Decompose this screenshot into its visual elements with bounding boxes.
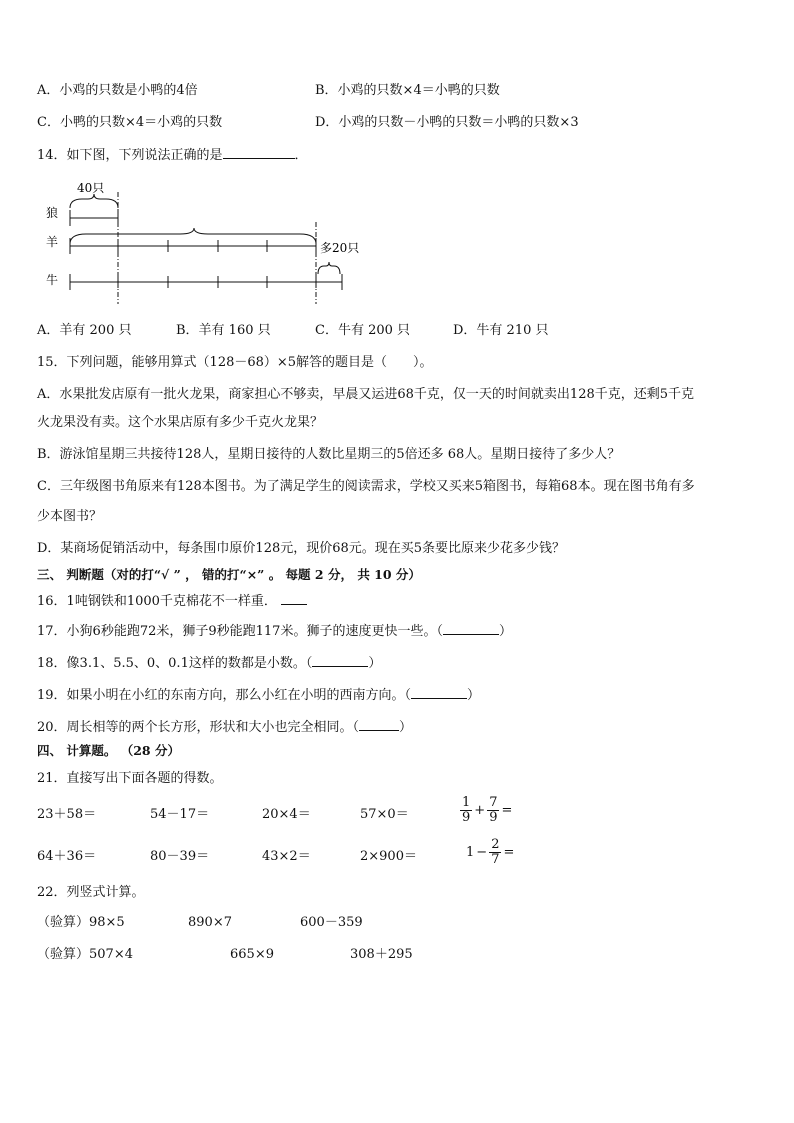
row-label-sheep: 羊 (46, 235, 59, 249)
q15-option-c-line1: C．三年级图书角原来有128本图书。为了满足学生的阅读需求，学校又买来5箱图书，每箱68本。现在图书角有多 (37, 479, 695, 494)
q16-text: 16．1吨钢铁和1000千克棉花不一样重． (37, 594, 277, 609)
q13-option-c: C．小鸭的只数×4＝小鸡的只数 (37, 115, 223, 130)
q19-text: 19．如果小明在小红的东南方向，那么小红在小明的西南方向。（ (37, 688, 412, 703)
calc-r2-c5-fraction: 1 − $\frac{2}{7}$ = (466, 837, 515, 867)
q13-option-d: D．小鸡的只数－小鸭的只数＝小鸭的只数×3 (315, 115, 579, 130)
calc-r1-c2: 54－17＝ (150, 807, 210, 822)
q16-answer-blank[interactable] (281, 592, 307, 605)
vertical-r1-c3: 600－359 (300, 915, 363, 930)
q15-option-b: B．游泳馆星期三共接待128人，星期日接待的人数比星期三的5倍还多 68人。星期日接待了多少人？ (37, 447, 621, 462)
calc-r2-c3: 43×2＝ (262, 849, 311, 864)
row-label-wolf: 狼 (46, 206, 59, 220)
q20-answer-blank[interactable] (359, 718, 399, 731)
q14-option-b: B．羊有 160 只 (176, 323, 271, 338)
q14-option-d: D．牛有 210 只 (453, 323, 549, 338)
fraction-1-9: $\frac{1}{9}$ (462, 795, 471, 825)
brace-top (70, 194, 118, 208)
vertical-r2-c2: 665×9 (230, 947, 274, 962)
calc-r2-c2: 80－39＝ (150, 849, 210, 864)
label-40: 40只 (77, 181, 105, 195)
q17-close: ） (498, 624, 512, 639)
brace-sheep (70, 228, 316, 244)
q15-option-a-line2: 火龙果没有卖。这个水果店原有多少千克火龙果？ (37, 415, 324, 430)
vertical-r1-c1: （验算）98×5 (37, 915, 125, 930)
q17 (37, 622, 512, 641)
calc-r1-c5-fraction: $\frac{1}{9}$ + $\frac{7}{9}$ = (462, 795, 513, 825)
calc-r2-c4: 2×900＝ (360, 849, 417, 864)
vertical-r2-c1: （验算）507×4 (37, 947, 133, 962)
q13-option-a: A．小鸡的只数是小鸭的4倍 (37, 83, 198, 98)
q15-option-a-line1: A．水果批发店原有一批火龙果，商家担心不够卖，早晨又运进68千克，仅一天的时间就卖出128千克，还剩5千克 (37, 387, 695, 402)
q16 (37, 592, 307, 611)
row-label-cattle: 牛 (46, 273, 59, 287)
vertical-r2-c3: 308＋295 (350, 947, 413, 962)
q22-stem: 22．列竖式计算。 (37, 885, 145, 900)
q14-stem-end: ． (294, 148, 308, 163)
section3-title: 三、 判断题（对的打“√ ” ， 错的打“×” 。 每题 2 分， 共 10 分） (37, 567, 421, 582)
section4-title: 四、 计算题。 （28 分） (37, 743, 180, 758)
q20 (37, 718, 412, 737)
q14-option-c: C．牛有 200 只 (315, 323, 411, 338)
q14-segment-diagram (30, 172, 390, 312)
q17-text: 17．小狗6秒能跑72米，狮子9秒能跑117米。狮子的速度更快一些。（ (37, 624, 443, 639)
q18-close: ） (368, 656, 382, 671)
q20-text: 20．周长相等的两个长方形，形状和大小也完全相同。（ (37, 720, 360, 735)
vertical-r1-c2: 890×7 (188, 915, 232, 930)
q19-answer-blank[interactable] (411, 686, 467, 699)
q20-close: ） (399, 720, 413, 735)
calc-r1-c1: 23＋58＝ (37, 807, 97, 822)
q18-answer-blank[interactable] (312, 654, 368, 667)
q14-answer-blank[interactable] (223, 146, 295, 159)
q13-option-b: B．小鸡的只数×4＝小鸭的只数 (315, 83, 500, 98)
fraction-2-7: $\frac{2}{7}$ (491, 837, 500, 867)
calc-r1-c3: 20×4＝ (262, 807, 311, 822)
brace-extra (318, 262, 340, 274)
fraction-7-9: $\frac{7}{9}$ (489, 795, 498, 825)
q15-option-c-line2: 少本图书？ (37, 509, 103, 524)
q14-stem-text: 14．如下图，下列说法正确的是 (37, 148, 223, 163)
q18 (37, 654, 381, 673)
calc-r1-c4: 57×0＝ (360, 807, 409, 822)
label-more-20: 多20只 (320, 241, 360, 255)
calc-r2-c1: 64＋36＝ (37, 849, 97, 864)
q21-stem: 21．直接写出下面各题的得数。 (37, 771, 223, 786)
q19-close: ） (467, 688, 481, 703)
q14-stem (37, 146, 308, 165)
q15-stem: 15．下列问题，能够用算式（128－68）×5解答的题目是（ ）。 (37, 355, 433, 370)
q18-text: 18．像3.1、5.5、0、0.1这样的数都是小数。（ (37, 656, 313, 671)
q15-option-d: D．某商场促销活动中，每条围巾原价128元，现价68元。现在买5条要比原来少花多少钱？ (37, 541, 566, 556)
q19 (37, 686, 480, 705)
q17-answer-blank[interactable] (443, 622, 499, 635)
q14-option-a: A．羊有 200 只 (37, 323, 132, 338)
